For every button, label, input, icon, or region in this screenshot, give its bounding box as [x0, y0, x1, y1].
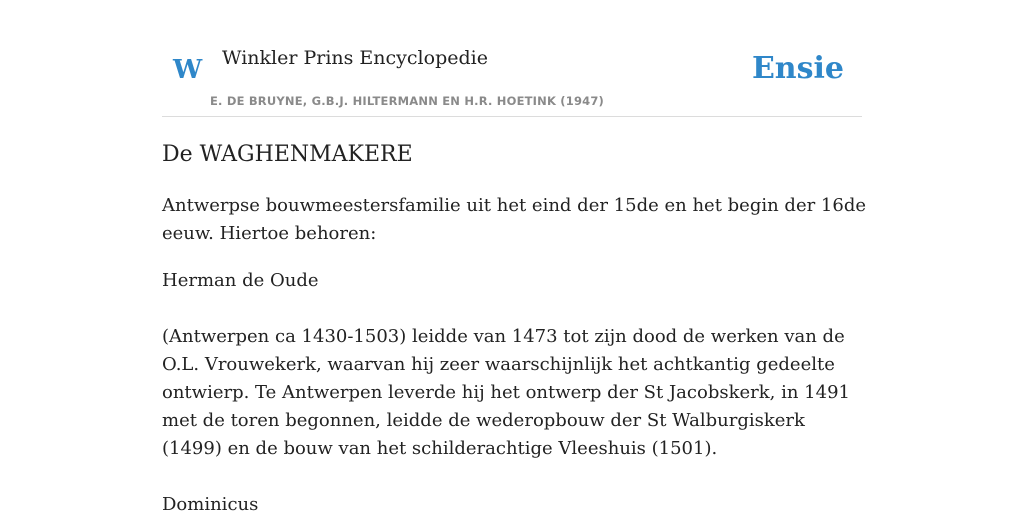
article-title: De WAGHENMAKERE — [162, 142, 413, 167]
article-body — [162, 138, 867, 512]
section-name-herman: Herman de Oude — [162, 270, 319, 291]
ensie-logo-link[interactable]: Ensie — [751, 51, 844, 86]
section-name-dominicus: Dominicus — [162, 494, 259, 512]
authors-line: E. DE BRUYNE, G.B.J. HILTERMANN EN H.R. HOETINK (1947) — [210, 94, 605, 108]
logo-w-icon[interactable]: W — [173, 55, 203, 85]
article-intro: Antwerpse bouwmeestersfamilie uit het eind der 15de en het begin der 16de eeuw. Hiertoe behoren: — [162, 195, 866, 244]
site-title-link[interactable]: Winkler Prins Encyclopedie — [222, 47, 488, 69]
site-header — [162, 0, 862, 117]
section-text-herman: (Antwerpen ca 1430-1503) leidde van 1473 tot zijn dood de werken van de O.L. Vrouwekerk, waarvan hij zeer waarschijnlijk het achtkantig gedeelte ontwierp. Te Antwerpen leverde hij het ontwerp der St Jacobskerk, in 1491 met de toren begonnen, leidde de wederopbouw der St Walburgiskerk (1499) en de bouw van het schilderachtige Vleeshuis (1501). — [162, 326, 850, 459]
